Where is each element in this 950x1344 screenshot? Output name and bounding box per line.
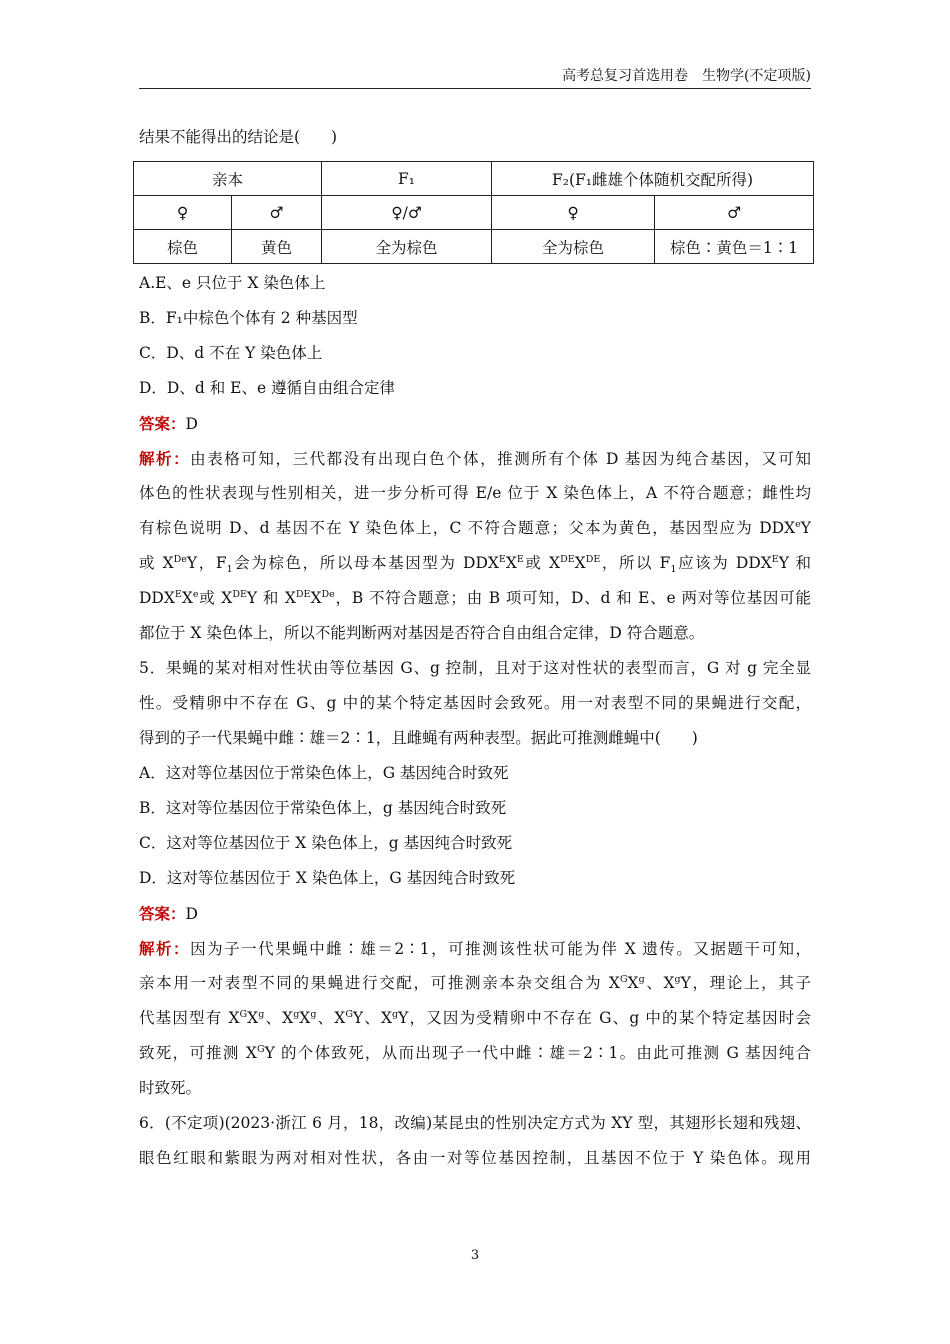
table-row xyxy=(134,162,814,196)
sex-both-f1: ♀/♂ xyxy=(322,196,492,230)
cell-f2-male: 棕色∶黄色＝1∶1 xyxy=(655,230,814,264)
answer-value: D xyxy=(185,905,198,923)
table-row xyxy=(134,230,814,264)
q4-option-d: D．D、d 和 E、e 遵循自由组合定律 xyxy=(139,379,396,397)
running-header: 高考总复习首选用卷 生物学(不定项版) xyxy=(139,66,811,89)
cell-f2-female: 全为棕色 xyxy=(492,230,655,264)
page-number: 3 xyxy=(470,1248,480,1263)
header-parent: 亲本 xyxy=(134,162,322,196)
q5-option-b: B．这对等位基因位于常染色体上，g 基因纯合时致死 xyxy=(139,799,507,817)
page-content xyxy=(139,120,811,1176)
answer-label: 答案： xyxy=(139,904,186,923)
table-row xyxy=(134,196,814,230)
q4-analysis-line-5: $DDX^EXe$或 XDEY 和 XDEXDe，B 不符合题意；由 B 项可知，D、d 和 E、e 两对等位基因可能 xyxy=(139,588,811,607)
q6-stem-line-1: 6．(不定项)(2023·浙江 6 月，18，改编)某昆虫的性别决定方式为 XY 型，其翅形长翅和残翅、 xyxy=(139,1114,811,1132)
q5-analysis-line-2: 亲本用一对表型不同的果蝇进行交配，可推测亲本杂交组合为 $X^GX^g$、$X^gY$，理论上，其子 xyxy=(139,973,811,992)
q4-answer xyxy=(139,406,811,441)
q5-analysis-line-1: 解析：因为子一代果蝇中雌∶雄＝2∶1，可推测该性状可能为伴 X 遗传。又据题干可知， xyxy=(139,939,811,958)
header-f1: F₁ xyxy=(322,162,492,196)
q4-analysis-line-4: 或 XDeY，$F_1$会为棕色，所以母本基因型为 $DDX^EX^E$或 XDEXDE，所以 $F_1$应该为 $DDX^EY$ 和 xyxy=(139,553,811,576)
answer-label: 答案： xyxy=(139,414,186,433)
q4-analysis-line-3: 有棕色说明 D、d 基因不在 Y 染色体上，C 不符合题意；父本为黄色，基因型应为 DDXeY xyxy=(139,518,811,537)
q5-option-a: A．这对等位基因位于常染色体上，G 基因纯合时致死 xyxy=(139,764,509,782)
cell-parent-female: 棕色 xyxy=(134,230,232,264)
analysis-label: 解析： xyxy=(139,939,191,958)
q5-option-c: C．这对等位基因位于 X 染色体上，g 基因纯合时致死 xyxy=(139,834,513,852)
q5-stem-line-2: 性。受精卵中不存在 G、g 中的某个特定基因时会致死。用一对表型不同的果蝇进行交配， xyxy=(139,694,811,712)
cell-f1: 全为棕色 xyxy=(322,230,492,264)
genotype-table xyxy=(133,161,814,264)
header-f2: F₂(F₁雌雄个体随机交配所得) xyxy=(492,162,814,196)
q4-option-b: B．F₁中棕色个体有 2 种基因型 xyxy=(139,309,358,327)
q5-option-d: D．这对等位基因位于 X 染色体上，G 基因纯合时致死 xyxy=(139,869,516,887)
q5-analysis-line-3: 代基因型有 $X^GX^g$、$X^gX^g$、$X^GY$、$X^gY$，又因为受精卵中不存在 G、g 中的某个特定基因时会 xyxy=(139,1008,811,1027)
answer-value: D xyxy=(185,415,198,433)
q4-option-a: A.E、e 只位于 X 染色体上 xyxy=(139,274,326,292)
q6-stem-line-2: 眼色红眼和紫眼为两对相对性状，各由一对等位基因控制，且基因不位于 Y 染色体。现用 xyxy=(139,1149,811,1167)
q5-analysis-line-4: 致死，可推测 $X^GY$ 的个体致死，从而出现子一代中雌∶雄＝2∶1。由此可推测 G 基因纯合 xyxy=(139,1043,811,1062)
sex-female-parent: ♀ xyxy=(134,196,232,230)
q5-answer xyxy=(139,896,811,931)
q4-analysis-line-6: 都位于 X 染色体上，所以不能判断两对基因是否符合自由组合定律，D 符合题意。 xyxy=(139,624,705,642)
sex-male-parent: ♂ xyxy=(232,196,322,230)
q4-option-c: C．D、d 不在 Y 染色体上 xyxy=(139,344,323,362)
sex-female-f2: ♀ xyxy=(492,196,655,230)
q4-analysis-line-2: 体色的性状表现与性别相关，进一步分析可得 E/e 位于 X 染色体上，A 不符合题意；雌性均 xyxy=(139,484,811,502)
q5-stem-line-3: 得到的子一代果蝇中雌∶雄＝2∶1，且雌蝇有两种表型。据此可推测雌蝇中( ) xyxy=(139,729,698,747)
q5-stem-line-1: 5．果蝇的某对相对性状由等位基因 G、g 控制，且对于这对性状的表型而言，G 对 g 完全显 xyxy=(139,659,811,677)
analysis-label: 解析： xyxy=(139,449,191,468)
q5-analysis-line-5: 时致死。 xyxy=(139,1079,202,1097)
cell-parent-male: 黄色 xyxy=(232,230,322,264)
sex-male-f2: ♂ xyxy=(655,196,814,230)
q4-analysis-line-1: 解析：由表格可知，三代都没有出现白色个体，推测所有个体 D 基因为纯合基因，又可知 xyxy=(139,449,811,468)
q4-stem: 结果不能得出的结论是( ) xyxy=(139,128,338,146)
